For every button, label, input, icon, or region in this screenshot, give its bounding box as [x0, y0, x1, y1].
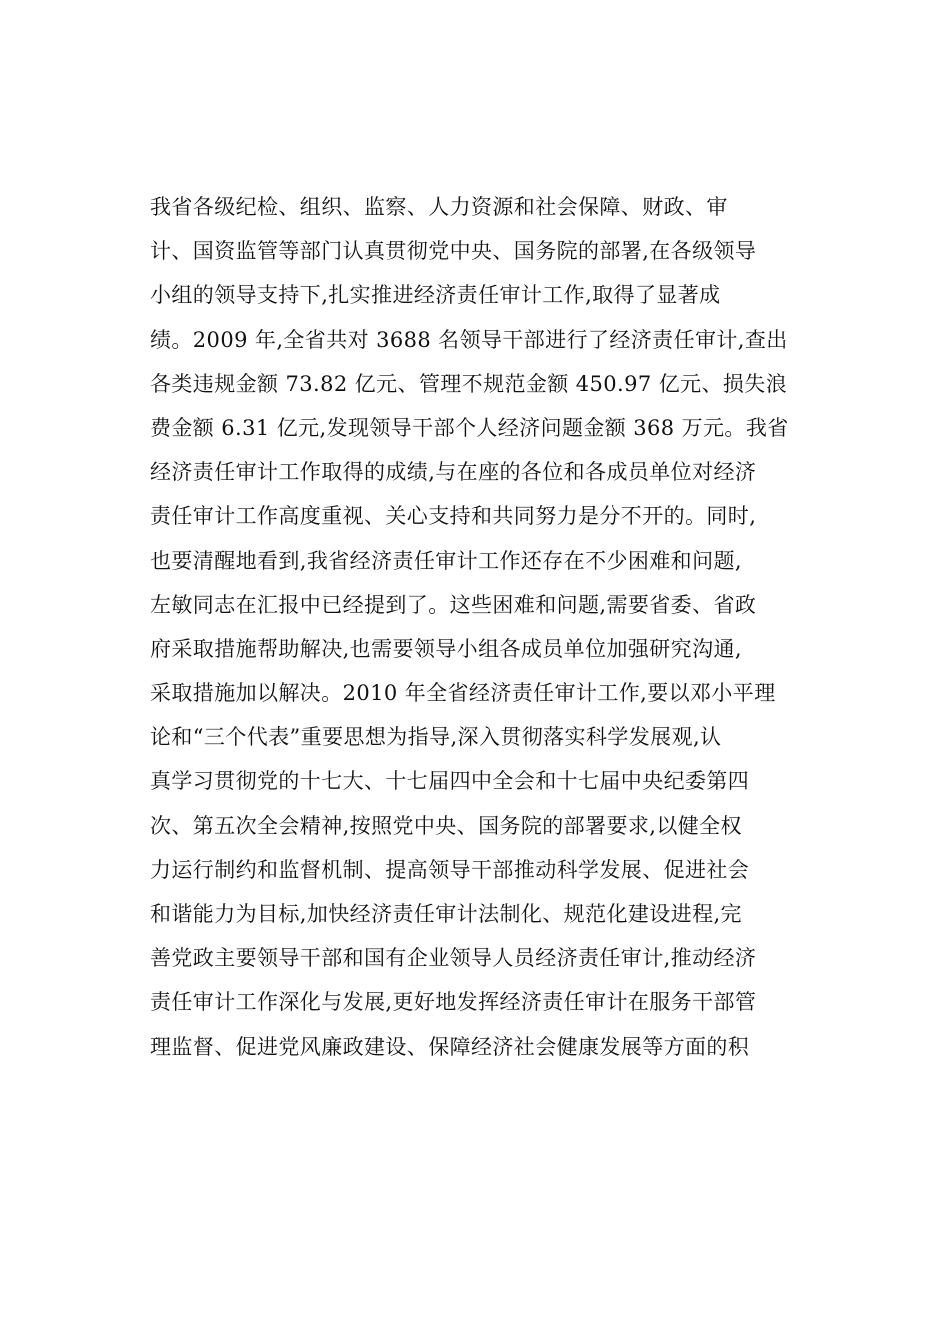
text-line: 小组的领导支持下,扎实推进经济责任审计工作,取得了显著成 [150, 283, 721, 308]
text-line: 次、第五次全会精神,按照党中央、国务院的部署要求,以健全权 [150, 813, 742, 838]
text-line: 左敏同志在汇报中已经提到了。这些困难和问题,需要省委、省政 [150, 592, 757, 617]
text-line: 绩。2009 年,全省共对 3688 名领导干部进行了经济责任审计,查出 [150, 327, 788, 352]
text-line: 采取措施加以解决。2010 年全省经济责任审计工作,要以邓小平理 [150, 681, 776, 706]
text-line: 论和“三个代表”重要思想为指导,深入贯彻落实科学发展观,认 [150, 725, 722, 750]
text-line: 也要清醒地看到,我省经济责任审计工作还存在不少困难和问题, [150, 548, 742, 573]
text-line: 计、国资监管等部门认真贯彻党中央、国务院的部署,在各级领导 [150, 239, 757, 264]
text-line: 各类违规金额 73.82 亿元、管理不规范金额 450.97 亿元、损失浪 [150, 371, 788, 396]
body-paragraph [150, 185, 810, 1069]
text-line: 理监督、促进党风廉政建设、保障经济社会健康发展等方面的积 [150, 1034, 750, 1059]
text-line: 和谐能力为目标,加快经济责任审计法制化、规范化建设进程,完 [150, 902, 742, 926]
text-line: 我省各级纪检、组织、监察、人力资源和社会保障、财政、审 [150, 195, 728, 219]
text-line: 力运行制约和监督机制、提高领导干部推动科学发展、促进社会 [150, 857, 750, 882]
text-line: 真学习贯彻党的十七大、十七届四中全会和十七届中央纪委第四 [150, 769, 750, 794]
text-line: 善党政主要领导干部和国有企业领导人员经济责任审计,推动经济 [150, 946, 757, 971]
text-line: 责任审计工作深化与发展,更好地发挥经济责任审计在服务干部管 [150, 990, 757, 1015]
text-line: 责任审计工作高度重视、关心支持和共同努力是分不开的。同时, [150, 504, 757, 529]
text-line: 费金额 6.31 亿元,发现领导干部个人经济问题金额 368 万元。我省 [150, 415, 789, 440]
text-line: 经济责任审计工作取得的成绩,与在座的各位和各成员单位对经济 [150, 460, 757, 485]
text-line: 府采取措施帮助解决,也需要领导小组各成员单位加强研究沟通, [150, 636, 742, 661]
